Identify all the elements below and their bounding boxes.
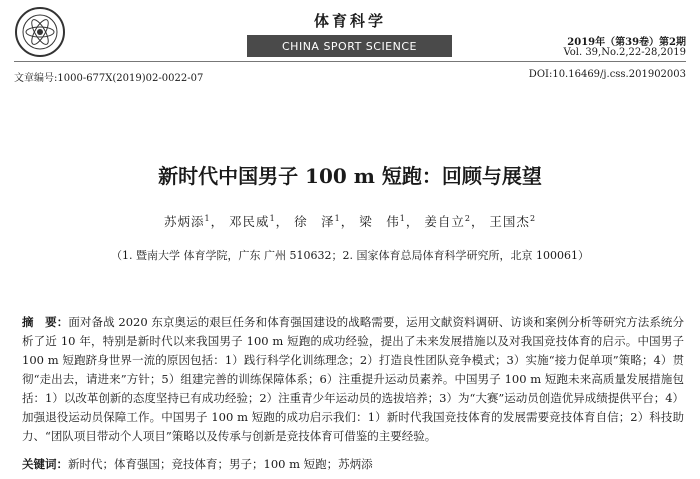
author-affiliation-mark: 2 [529,213,537,223]
volume-line: Vol. 39,No.2,22-28,2019 [563,47,686,58]
abstract-label: 摘 要： [22,315,69,329]
abstract-text: 面对备战 2020 东京奥运的艰巨任务和体育强国建设的战略需要，运用文献资料调研、访谈和案例分析等研究方法系统分析了近 10 年，特别是新时代以来我国男子 100 m 短跑的成功经验，提出了未来发展措施以及对我国竞技体育的启示。中国男子 100 m 短跑跻身世界一流的原因包括：1）践行科学化训练理念；2）打造良性团队竞争模式；3）实施“接力促单项”策略；4）贯彻“走出去，请进来”方针；5）组建完善的训练保障体系；6）注重提升运动员素养。中国男子 100 m 短跑未来高质量发展措施包括：1）以改革创新的态度坚持已有成功经验；2）注重青少年运动员的选拔培养；3）为“大赛”运动员创造优异成绩提供平台；4）加强退役运动员保障工作。中国男子 100 m 短跑的成功启示我们：1）新时代我国竞技体育的发展需要竞技体育自信；2）科技助力、“团队项目带动个人项目”策略以及传承与创新是竞技体育可借鉴的主要经验。 [22,315,685,443]
issue-line: 2019年（第39卷）第2期 [567,37,686,48]
paper-title: 新时代中国男子 100 m 短跑：回顾与展望 [158,164,542,188]
doi: DOI:10.16469/j.css.201902003 [528,69,686,80]
author-name: 姜自立 [424,214,465,229]
author-name: 苏炳添 [163,214,205,229]
author-affiliation-mark: 1 [399,213,406,223]
article-number: 文章编号:1000-677X(2019)02-0022-07 [14,73,204,84]
author-name: 梁 伟 [359,214,400,229]
author-list: 苏炳添$^1$， 邓民威$^1$， 徐 泽$^1$， 梁 伟$^1$， 姜自立$^2$， 王国杰$^2$ [163,213,537,229]
abstract [22,313,684,446]
author-name: 王国杰 [489,214,530,229]
affiliations: （1. 暨南大学 体育学院，广东 广州 510632；2. 国家体育总局体育科学研究所，北京 100061） [111,249,589,262]
author-name: 徐 泽 [294,214,335,229]
author-affiliation-mark: 1 [269,213,276,223]
keywords-label: 关键词： [22,457,68,471]
journal-name-english: CHINA SPORT SCIENCE [247,35,452,57]
journal-name-chinese: 体育科学 [313,12,386,30]
author-affiliation-mark: 1 [204,213,211,223]
author-name: 邓民威 [229,214,270,229]
author-affiliation-mark: 2 [464,213,471,223]
keywords-text: 新时代；体育强国；竞技体育；男子；100 m 短跑；苏炳添 [68,457,373,471]
keywords [22,456,684,472]
header-divider [14,61,686,62]
author-affiliation-mark: 1 [334,213,341,223]
